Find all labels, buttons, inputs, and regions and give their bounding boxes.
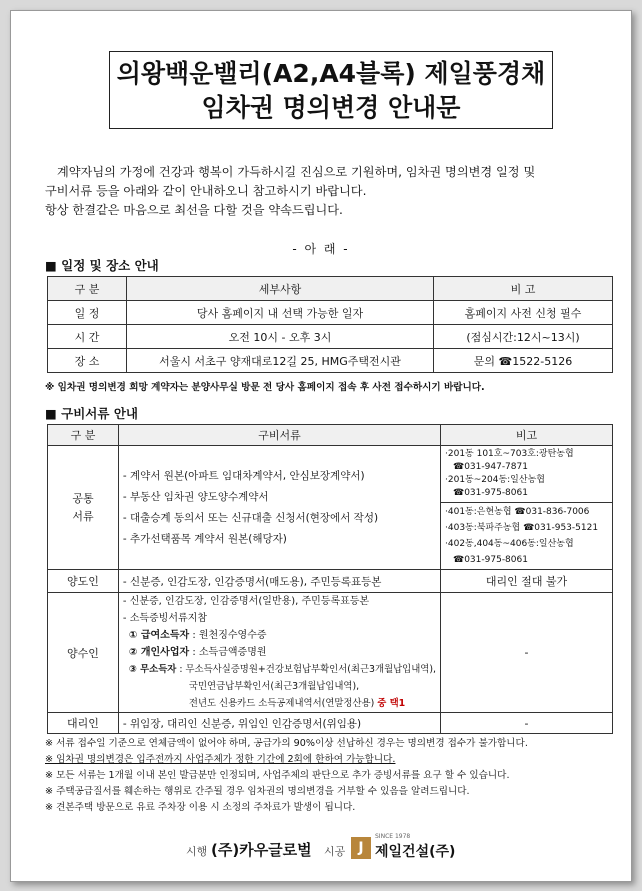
common-items <box>118 446 440 570</box>
header-remarks: 비고 <box>441 425 613 446</box>
schedule-note: ※ 임차권 명의변경 희망 계약자는 분양사무실 방문 전 당사 홈페이지 접속 후 사전 접수하시기 바랍니다. <box>45 382 485 393</box>
list-item: - 추가선택품목 계약서 원본(해당자) <box>122 532 287 545</box>
row-note: (점심시간:12시~13시) <box>434 325 613 349</box>
document-page <box>10 10 632 882</box>
bank-line: ·201동~204동:일산농협 <box>445 475 545 485</box>
row-note: 홈페이지 사전 신청 필수 <box>434 301 613 325</box>
income-doc: 전년도 신용카드 소득공제내역서(연말정산용) <box>188 698 375 709</box>
since-label: SINCE 1978 <box>375 833 411 840</box>
documents-table <box>47 424 613 734</box>
intro-text <box>45 163 625 220</box>
bank-line: ·201동 101호~703호:광탄농협 <box>445 449 574 459</box>
income-type-label: ① 급여소득자 <box>128 630 190 641</box>
row-value: 오전 10시 - 오후 3시 <box>127 325 434 349</box>
row-note: 문의 ☎1522-5126 <box>434 349 613 373</box>
title-line1: 의왕백운밸리(A2,A4블록) 제일풍경채 <box>116 59 546 88</box>
header-category: 구 분 <box>48 425 119 446</box>
builder-logo-icon: J <box>351 837 371 859</box>
note: ※ 주택공급질서를 훼손하는 행위로 간주될 경우 임차권의 명의변경을 거부할 수 있음을 알려드립니다. <box>45 786 470 797</box>
sigong-label: 시공 <box>324 845 346 858</box>
note: ※ 모든 서류는 1개월 이내 본인 발급분만 인정되며, 사업주체의 판단으로 추가 증빙서류를 요구 할 수 있습니다. <box>45 770 510 781</box>
header-details: 세부사항 <box>127 277 434 301</box>
ahrae-heading: - 아 래 - <box>292 242 350 256</box>
bank-info-2 <box>441 503 613 570</box>
bank-line: ·402동,404동~406동:일산농협 <box>445 539 574 549</box>
income-type-label: ③ 무소득자 <box>128 664 177 675</box>
table-row <box>48 325 613 349</box>
note: ※ 서류 접수일 기준으로 연체금액이 없어야 하며, 공급가의 90%이상 선납하신 경우는 명의변경 접수가 불가합니다. <box>45 738 528 749</box>
list-item: - 소득증빙서류지참 <box>122 613 207 624</box>
agent-label: 대리인 <box>48 713 119 734</box>
list-item: - 대출승계 동의서 또는 신규대출 신청서(현장에서 작성) <box>122 511 379 524</box>
transferor-label: 양도인 <box>48 570 119 593</box>
row-label: 시 간 <box>48 325 127 349</box>
builder-name: 제일건설(주) <box>375 844 456 860</box>
bank-line: ·403동:북파주농협 ☎031-953-5121 <box>445 523 599 533</box>
note: ※ 견본주택 방문으로 유료 주차장 이용 시 소정의 주차료가 발생이 됩니다. <box>45 802 356 813</box>
intro-line3: 항상 한결같은 마음으로 최선을 다할 것을 약속드립니다. <box>45 203 343 217</box>
row-label: 장 소 <box>48 349 127 373</box>
section2-title: ■ 구비서류 안내 <box>45 406 138 421</box>
row-label: 일 정 <box>48 301 127 325</box>
bank-line: ☎031-975-8061 <box>453 555 528 565</box>
list-item: - 계약서 원본(아파트 임대차계약서, 안심보장계약서) <box>122 469 365 482</box>
list-item: - 부동산 임차권 양도양수계약서 <box>122 490 269 503</box>
title-line2: 임차권 명의변경 안내문 <box>201 93 461 122</box>
income-doc: : 무소득사실증명원+건강보험납부확인서(최근3개월납입내역), <box>179 664 436 675</box>
agent-note: - <box>441 713 613 734</box>
schedule-table <box>47 276 613 373</box>
income-doc: : 소득금액증명원 <box>192 647 267 658</box>
transferor-items: - 신분증, 인감도장, 인감증명서(매도용), 주민등록표등본 <box>118 570 440 593</box>
sihaeng-label: 시행 <box>186 845 208 858</box>
header-documents: 구비서류 <box>118 425 440 446</box>
transferee-note: - <box>441 593 613 713</box>
list-item: - 신분증, 인감도장, 인감증명서(일반용), 주민등록표등본 <box>122 596 370 607</box>
income-doc: : 원천징수영수증 <box>192 630 267 641</box>
choose-one-note: 중 택1 <box>377 698 406 709</box>
row-value: 서울시 서초구 양재대로12길 25, HMG주택전시관 <box>127 349 434 373</box>
note: ※ 임차권 명의변경은 입주전까지 사업주체가 정한 기간에 2회에 한하여 가능합니다. <box>45 754 396 765</box>
income-doc: 국민연금납부확인서(최근3개월납입내역), <box>188 681 360 692</box>
transferee-label: 양수인 <box>48 593 119 713</box>
bank-line: ☎031-975-8061 <box>453 488 528 498</box>
income-type-label: ② 개인사업자 <box>128 647 190 658</box>
bank-line: ☎031-947-7871 <box>453 462 528 472</box>
transferee-items <box>118 593 440 713</box>
title-box <box>109 51 553 129</box>
header-category: 구 분 <box>48 277 127 301</box>
developer-name: (주)카우글로벌 <box>211 841 312 859</box>
bank-info-1 <box>441 446 613 503</box>
table-row <box>48 301 613 325</box>
bank-line: ·401동:은현농협 ☎031-836-7006 <box>445 507 590 517</box>
row-value: 당사 홈페이지 내 선택 가능한 일자 <box>127 301 434 325</box>
section1-title: ■ 일정 및 장소 안내 <box>45 258 159 273</box>
agent-items: - 위임장, 대리인 신분증, 위임인 인감증명서(위임용) <box>118 713 440 734</box>
intro-line1: 계약자님의 가정에 건강과 행복이 가득하시길 진심으로 기원하며, 임차권 명의변경 일정 및 <box>57 165 536 179</box>
header-remarks: 비 고 <box>434 277 613 301</box>
common-label: 공통 서류 <box>48 446 119 570</box>
table-row <box>48 349 613 373</box>
intro-line2: 구비서류 등을 아래와 같이 안내하오니 참고하시기 바랍니다. <box>45 184 367 198</box>
transferor-note: 대리인 절대 불가 <box>441 570 613 593</box>
